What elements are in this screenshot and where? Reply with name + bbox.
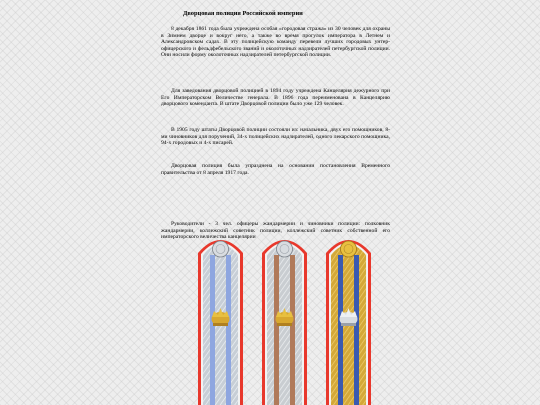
paragraph-chancery: Для заведования дворцовой полицией в 1894 году учреждена Канцелярия дежурного при Его Императорском Величестве генерала. В 1896 года переименована в Канцелярию дворцового коменданта. В штате Дворцовой полиции было уже 129 человек. (161, 88, 390, 108)
strap-colonel-gendarmerie (195, 231, 246, 405)
button-icon (341, 241, 357, 257)
button-icon (213, 241, 229, 257)
document-page (161, 0, 393, 405)
button-icon (277, 241, 293, 257)
shoulder-straps-image (195, 231, 385, 405)
paragraph-leaders: Руководители - 3 чел. офицеры жандармерии и чиновники полиции: полковник жандармерии, коллежский советник полиции, коллежский советник собственной его императорского величества канцелярии (161, 221, 390, 241)
strap-collegiate-councillor-chancery (323, 231, 374, 405)
strap-collegiate-councillor-police (259, 231, 310, 405)
paragraph-history: 8 декабря 1861 года была учреждена особая «городовая стража» из 30 человек для охраны в Зимнем дворце и вокруг него, а также во время прогулок императора в Летнем и Александровском садах. В эту полицейскую команду перевели лучших городовых унтер-офицерского и фельдфебельского званий и околоточных надзирателей петербургской полиции. Они носили форму околоточных надзирателей петербургской полиции. (161, 26, 390, 59)
page-title: Дворцовая полиция Российской империи (183, 10, 303, 17)
paragraph-abolition: Дворцовая полиция была упразднена на основании постановления Временного правительства от 8 апреля 1917 года. (161, 163, 390, 176)
paragraph-staff: В 1905 году штаты Дворцовой полиции состояли из: начальника, двух его помощников, 8-ми чиновников для поручений, 34-х полицейских надзирателей, одного лекарского помощника, 94-х городовых и 4-х писарей. (161, 127, 390, 147)
